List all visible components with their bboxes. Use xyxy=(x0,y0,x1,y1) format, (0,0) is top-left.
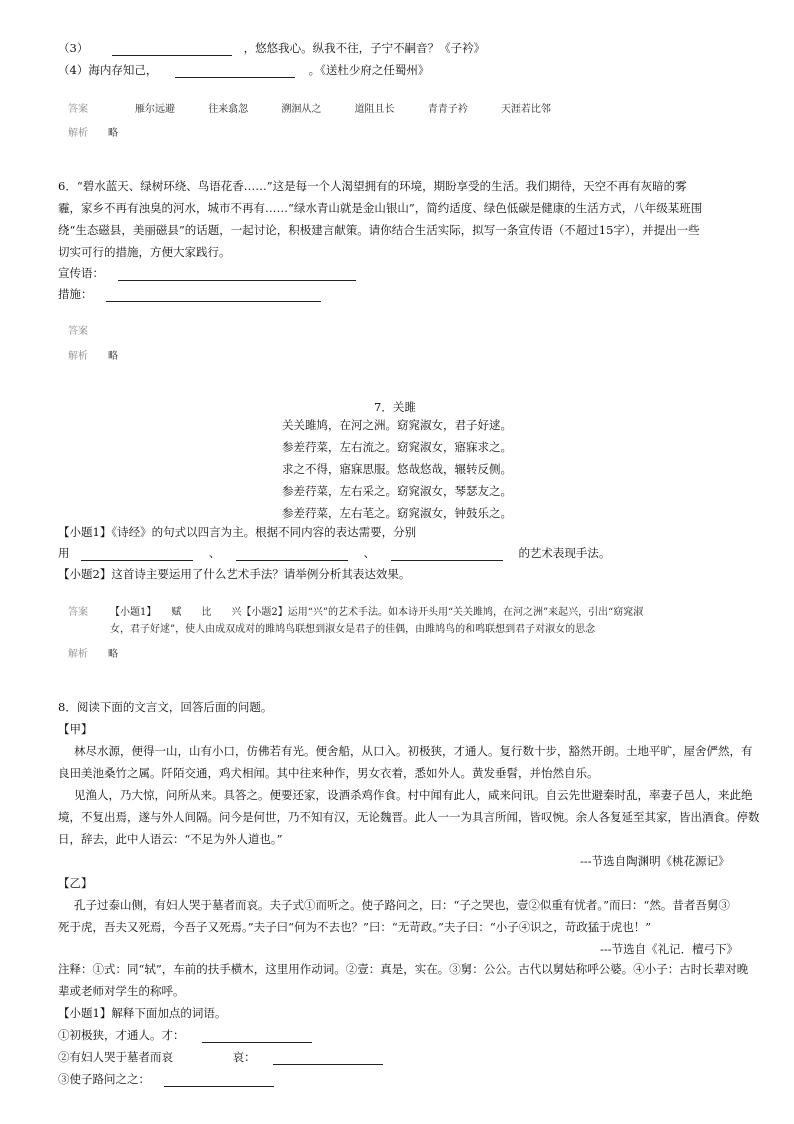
q6-slogan-row xyxy=(58,266,356,281)
q7-sub1-lead: 用 xyxy=(58,546,70,560)
q7-sep: 、 xyxy=(208,546,221,560)
q7-sub1-blanks xyxy=(58,546,610,561)
q8-note-line: 注释：①式：同“轼”，车前的扶手横木，这里用作动词。②壹：真是，实在。③舅：公公。古代以舅姑称呼公婆。④小子：古时长辈对晚 xyxy=(58,962,749,976)
q5-blank4[interactable] xyxy=(175,65,295,78)
poem-line: 关关雎鸠，在河之洲。窈窕淑女，君子好逑。 xyxy=(282,418,512,432)
q5-line3-suffix: ，悠悠我心。纵我不往，子宁不嗣音？《子衿》 xyxy=(243,41,486,55)
q8-item3 xyxy=(58,1072,274,1087)
q7-sub1-end: 的艺术表现手法。 xyxy=(518,546,611,560)
q5-answer-item: 天涯若比邻 xyxy=(500,104,551,115)
q8-item1-blank[interactable] xyxy=(202,1030,312,1043)
q7-blank[interactable] xyxy=(391,548,503,561)
q5-answer-item: 往来翕忽 xyxy=(208,104,249,115)
q8-item2-word: 哀： xyxy=(232,1050,256,1064)
q8-jia-line: 日，辞去，此中人语云：“不足为外人道也。” xyxy=(58,832,283,846)
q8-sub1-prompt: 【小题1】解释下面加点的词语。 xyxy=(58,1006,227,1020)
q8-item3-blank[interactable] xyxy=(164,1074,274,1087)
poem-line: 求之不得，寤寐思服。悠哉悠哉，辗转反侧。 xyxy=(282,462,512,476)
q8-jia-line: 见渔人，乃大惊，问所从来。具答之。便要还家，设酒杀鸡作食。村中闻有此人，咸来问讯。自云先世避秦时乱，率妻子邑人，来此绝 xyxy=(74,788,753,802)
q5-line4-suffix: 。《送杜少府之任蜀州》 xyxy=(308,63,430,77)
q5-answer-item: 道阻且长 xyxy=(354,104,395,115)
poem-line: 参差荇菜，左右流之。窈窕淑女，寤寐求之。 xyxy=(282,440,512,454)
q8-yi-line: 死于虎，吾夫又死焉，今吾子又死焉。”夫子曰“何为不去也？”曰：“无苛政。”夫子曰：“小子④识之，苛政猛于虎也！” xyxy=(58,920,652,934)
poem-line: 参差荇菜，左右芼之。窈窕淑女，钟鼓乐之。 xyxy=(282,506,512,520)
q6-measure-blank[interactable] xyxy=(106,289,321,302)
q7-title: 7．关雎 xyxy=(374,400,416,414)
q5-answer-item: 青青子衿 xyxy=(427,104,468,115)
q8-jia-line: 良田美池桑竹之属。阡陌交通，鸡犬相闻。其中往来种作，男女衣着，悉如外人。黄发垂髫，并怡然自乐。 xyxy=(58,766,599,780)
q5-line4-prefix: （4）海内存知己， xyxy=(58,63,158,77)
q8-yi-label: 【乙】 xyxy=(58,876,93,890)
q5-analysis: 略 xyxy=(108,128,118,139)
q6-para-line: 绕“生态磁县，美丽磁县”的话题，一起讨论，积极建言献策。请你结合生活实际，拟写一条宣传语（不超过15字），并提出一些 xyxy=(58,223,700,237)
q6-slogan-blank[interactable] xyxy=(118,268,356,281)
q7-answer-line: 女，君子好逑”，使人由成双成对的雎鸠鸟联想到淑女是君子的佳偶，由雎鸠鸟的和鸣联想到君子对淑女的思念 xyxy=(110,624,596,635)
q5-line3 xyxy=(58,41,485,56)
q5-analysis-label: 解析 xyxy=(68,128,88,139)
q8-item1 xyxy=(58,1028,312,1043)
q8-jia-source: ---节选自陶渊明《桃花源记》 xyxy=(580,854,730,868)
q7-sub1-prompt: 【小题1】《诗经》的句式以四言为主。根据不同内容的表达需要，分别 xyxy=(58,525,417,539)
q8-intro: 8．阅读下面的文言文，回答后面的问题。 xyxy=(58,700,273,714)
q5-line3-prefix: （3） xyxy=(58,41,89,55)
q7-answer-label: 答案 xyxy=(68,607,88,618)
q5-answer-item: 溯洄从之 xyxy=(281,104,322,115)
q7-sep: 、 xyxy=(363,546,376,560)
q7-blank[interactable] xyxy=(236,548,348,561)
q7-analysis-label: 解析 xyxy=(68,649,88,660)
q5-blank3[interactable] xyxy=(112,43,232,56)
q5-answers xyxy=(135,100,551,115)
q8-item2-label: ②有妇人哭于墓者而哀 xyxy=(58,1050,173,1064)
q5-answer-label: 答案 xyxy=(68,104,88,115)
q8-item2 xyxy=(58,1050,383,1065)
q8-note-line: 辈或老师对学生的称呼。 xyxy=(58,984,185,998)
q7-answer-line: 【小题1】 赋 比 兴【小题2】运用“兴”的艺术手法。如本诗开头用“关关雎鸠，在河之洲”来起兴，引出“窈窕淑 xyxy=(110,607,644,618)
q6-slogan-label: 宣传语： xyxy=(58,266,104,280)
q8-item2-blank[interactable] xyxy=(273,1052,383,1065)
q8-yi-line: 孔子过泰山侧，有妇人哭于墓者而哀。夫子式①而听之。使子路问之，曰：“子之哭也，壹②似重有忧者。”而曰：“然。昔者吾舅③ xyxy=(74,898,730,912)
q7-blank[interactable] xyxy=(81,548,193,561)
q6-measure-label: 措施： xyxy=(58,287,93,301)
q6-para-line: 切实可行的措施，方便大家践行。 xyxy=(58,245,231,259)
q5-answer-item: 雁尔远避 xyxy=(135,104,175,115)
q6-para-line: 霾，家乡不再有浊臭的河水，城市不再有……“绿水青山就是金山银山”，简约适度、绿色低碳是健康的生活方式，八年级某班围 xyxy=(58,201,703,215)
q8-jia-label: 【甲】 xyxy=(58,722,93,736)
q7-analysis: 略 xyxy=(108,649,118,660)
q6-para-line: 6．“碧水蓝天、绿树环绕、鸟语花香……”这是每一个人渴望拥有的环境，期盼享受的生活。我们期待，天空不再有灰暗的雾 xyxy=(58,179,687,193)
q6-analysis-label: 解析 xyxy=(68,351,88,362)
q6-analysis: 略 xyxy=(108,351,118,362)
q8-item1-label: ①初极狭，才通人。才： xyxy=(58,1028,185,1042)
q6-answer-label: 答案 xyxy=(68,326,88,337)
q7-sub2-prompt: 【小题2】这首诗主要运用了什么艺术手法？请举例分析其表达效果。 xyxy=(58,567,411,581)
q8-jia-line: 境，不复出焉，遂与外人间隔。问今是何世，乃不知有汉，无论魏晋。此人一一为具言所闻，皆叹惋。余人各复延至其家，皆出酒食。停数 xyxy=(58,810,760,824)
poem-line: 参差荇菜，左右采之。窈窕淑女，琴瑟友之。 xyxy=(282,484,512,498)
q6-measure-row xyxy=(58,287,321,302)
q5-line4 xyxy=(58,63,429,78)
q7-poem xyxy=(0,414,794,524)
q8-yi-source: ---节选自《礼记．檀弓下》 xyxy=(600,942,739,956)
q8-item3-label: ③使子路问之之： xyxy=(58,1072,150,1086)
q8-jia-line: 林尽水源，便得一山，山有小口，仿佛若有光。便舍船，从口入。初极狭，才通人。复行数十步，豁然开朗。土地平旷，屋舍俨然，有 xyxy=(74,744,753,758)
